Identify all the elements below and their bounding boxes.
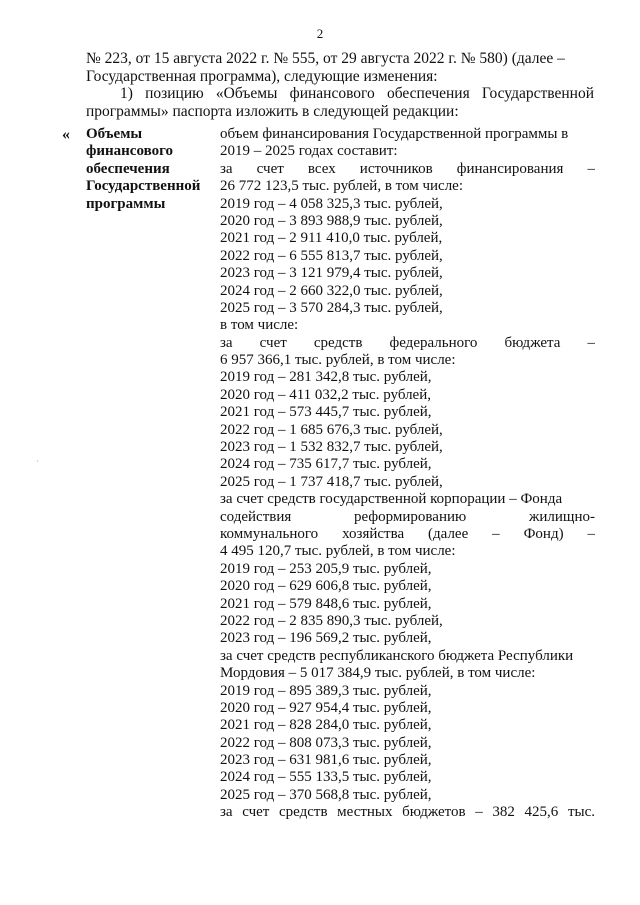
funding-line: за счет средств государственной корпорации – Фонда bbox=[220, 491, 563, 508]
funding-line: 2022 год – 2 835 890,3 тыс. рублей, bbox=[220, 612, 443, 629]
funding-line: 26 772 123,5 тыс. рублей, в том числе: bbox=[220, 178, 464, 195]
label-line-1: Объемы bbox=[86, 126, 143, 142]
opening-quote: « bbox=[62, 126, 70, 143]
page-number: 2 bbox=[316, 26, 324, 41]
funding-line: 2019 – 2025 годах составит: bbox=[220, 143, 398, 160]
funding-line: 2022 год – 808 073,3 тыс. рублей, bbox=[220, 734, 432, 751]
funding-line: 2025 год – 3 570 284,3 тыс. рублей, bbox=[220, 299, 443, 316]
funding-line: коммунального хозяйства (далее – Фонд) – bbox=[220, 525, 595, 542]
intro-line-4: программы» паспорта изложить в следующей редакции: bbox=[86, 102, 459, 120]
funding-line: 2025 год – 1 737 418,7 тыс. рублей, bbox=[220, 473, 443, 490]
intro-line-3: 1) позицию «Объемы финансового обеспечения Государственной bbox=[120, 85, 594, 102]
label-line-3: обеспечения bbox=[86, 160, 170, 177]
label-line-5: программы bbox=[86, 195, 166, 212]
funding-line: за счет всех источников финансирования – bbox=[220, 160, 595, 177]
funding-line: за счет средств федерального бюджета – bbox=[220, 334, 595, 351]
funding-line: 2024 год – 735 617,7 тыс. рублей, bbox=[220, 456, 432, 473]
funding-line: 2024 год – 555 133,5 тыс. рублей, bbox=[220, 769, 432, 786]
funding-line: 2023 год – 3 121 979,4 тыс. рублей, bbox=[220, 265, 443, 282]
funding-line: 2022 год – 1 685 676,3 тыс. рублей, bbox=[220, 421, 443, 438]
funding-line: 2021 год – 573 445,7 тыс. рублей, bbox=[220, 404, 432, 421]
funding-line: 2023 год – 196 569,2 тыс. рублей, bbox=[220, 630, 432, 647]
funding-line: 2022 год – 6 555 813,7 тыс. рублей, bbox=[220, 247, 443, 264]
funding-line: 2021 год – 579 848,6 тыс. рублей, bbox=[220, 595, 432, 612]
intro-line-1: № 223, от 15 августа 2022 г. № 555, от 29 августа 2022 г. № 580) (далее – bbox=[86, 50, 565, 67]
funding-line: 2020 год – 411 032,2 тыс. рублей, bbox=[220, 386, 431, 403]
funding-line: 2024 год – 2 660 322,0 тыс. рублей, bbox=[220, 282, 443, 299]
intro-line-2: Государственная программа), следующие изменения: bbox=[86, 67, 438, 85]
funding-line: 2023 год – 631 981,6 тыс. рублей, bbox=[220, 752, 432, 769]
funding-line: 2019 год – 281 342,8 тыс. рублей, bbox=[220, 369, 432, 386]
funding-line: за счет средств республиканского бюджета Республики bbox=[220, 647, 574, 664]
intro-paragraph bbox=[86, 50, 594, 120]
funding-line: 2023 год – 1 532 832,7 тыс. рублей, bbox=[220, 439, 443, 456]
funding-line: 4 495 120,7 тыс. рублей, в том числе: bbox=[220, 543, 456, 560]
scan-speck: · bbox=[36, 457, 39, 466]
funding-line: 2020 год – 927 954,4 тыс. рублей, bbox=[220, 699, 432, 716]
funding-description bbox=[220, 126, 595, 822]
funding-line: Мордовия – 5 017 384,9 тыс. рублей, в том числе: bbox=[220, 665, 536, 682]
label-line-2: финансового bbox=[86, 143, 174, 160]
funding-line: 2021 год – 2 911 410,0 тыс. рублей, bbox=[220, 230, 443, 247]
funding-line: 2020 год – 629 606,8 тыс. рублей, bbox=[220, 578, 432, 595]
funding-line: за счет средств местных бюджетов – 382 425,6 тыс. bbox=[220, 804, 595, 821]
funding-line: 2019 год – 4 058 325,3 тыс. рублей, bbox=[220, 195, 443, 212]
funding-line: 2020 год – 3 893 988,9 тыс. рублей, bbox=[220, 212, 443, 229]
funding-line: 6 957 366,1 тыс. рублей, в том числе: bbox=[220, 352, 456, 369]
funding-line: 2019 год – 253 205,9 тыс. рублей, bbox=[220, 560, 432, 577]
funding-line: 2019 год – 895 389,3 тыс. рублей, bbox=[220, 682, 432, 699]
position-label bbox=[86, 126, 208, 213]
funding-line: 2021 год – 828 284,0 тыс. рублей, bbox=[220, 717, 432, 734]
funding-line: в том числе: bbox=[220, 317, 299, 334]
funding-line: 2025 год – 370 568,8 тыс. рублей, bbox=[220, 786, 432, 803]
label-line-4: Государственной bbox=[86, 178, 201, 195]
funding-line: объем финансирования Государственной программы в bbox=[220, 126, 569, 142]
funding-line: содействия реформированию жилищно- bbox=[220, 508, 595, 525]
